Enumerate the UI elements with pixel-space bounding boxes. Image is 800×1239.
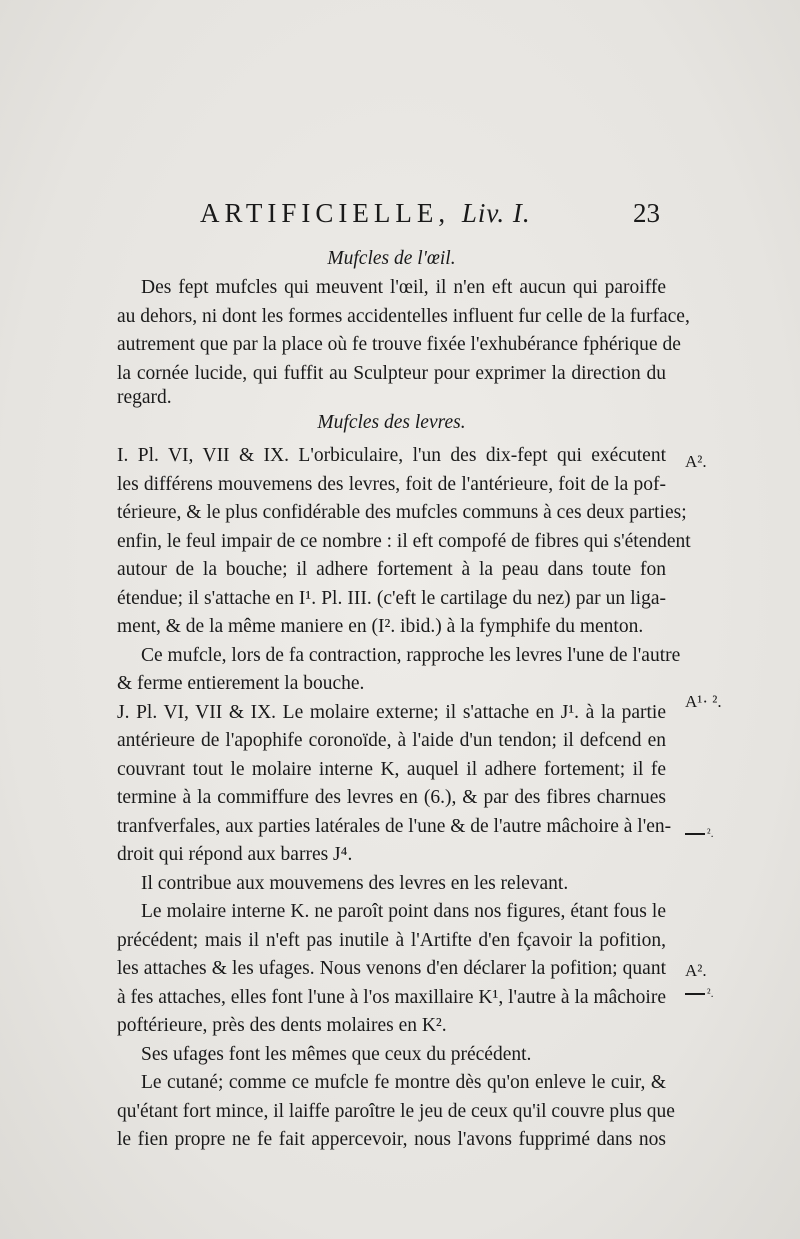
text-line: précédent; mais il n'eft pas inutile à l'Artifte d'en fçavoir la pofition, xyxy=(117,929,666,951)
margin-note-text: ². xyxy=(707,826,714,840)
paragraph-cutane xyxy=(117,1069,675,1155)
text-line: autour de la bouche; il adhere fortement à la peau dans toute fon xyxy=(117,559,666,580)
section-title-lips: Mufcles des levres. xyxy=(317,412,466,433)
text-line: au dehors, ni dont les formes accidentelles influent fur celle de la furface, xyxy=(117,305,690,327)
text-line: les attaches & les ufages. Nous venons d'en déclarer la pofition; quant xyxy=(117,958,666,979)
text-line: térieure, & le plus confidérable des mufcles communs à ces deux parties; xyxy=(117,502,687,523)
margin-note: A². xyxy=(685,961,707,980)
running-title-text: ARTIFICIELLE, xyxy=(200,198,451,228)
text-line: termine à la commiffure des levres en (6.), & par des fibres charnues xyxy=(117,787,666,808)
text-line: qu'étant fort mince, il laiffe paroître le jeu de ceux qu'il couvre plus que xyxy=(117,1100,675,1122)
text-line: Le cutané; comme ce mufcle fe montre dès qu'on enleve le cuir, & xyxy=(141,1072,666,1093)
margin-note-text: ². xyxy=(707,986,714,1000)
page-header xyxy=(200,198,660,238)
margin-note: A². xyxy=(685,452,707,471)
paragraph-contraction xyxy=(117,642,681,699)
text-line: enfin, le feul impair de ce nombre : il eft compofé de fibres qui s'étendent xyxy=(117,530,691,552)
margin-note xyxy=(685,826,714,841)
running-title xyxy=(200,198,531,229)
margin-note: A¹· ². xyxy=(685,692,722,711)
dash-mark xyxy=(685,993,705,995)
section-title-eye: Mufcles de l'œil. xyxy=(327,248,456,269)
book-number: Liv. I. xyxy=(461,198,531,228)
margin-note xyxy=(685,986,714,1001)
text-line: étendue; il s'attache en I¹. Pl. III. (c'eft le cartilage du nez) par un liga- xyxy=(117,587,666,609)
dash-mark xyxy=(685,833,705,835)
text-line: J. Pl. VI, VII & IX. Le molaire externe; il s'attache en J¹. à la partie xyxy=(117,701,666,723)
text-line: Le molaire interne K. ne paroît point dans nos figures, étant fous le xyxy=(141,901,666,922)
text-line: Ce mufcle, lors de fa contraction, rapproche les levres l'une de l'autre xyxy=(141,644,681,666)
paragraph-orbiculaire xyxy=(117,442,691,642)
body-text xyxy=(117,244,691,1155)
text-line: antérieure de l'apophife coronoïde, à l'aide d'un tendon; il defcend en xyxy=(117,730,666,751)
text-line: Ses ufages font les mêmes que ceux du précédent. xyxy=(141,1043,532,1065)
text-line: autrement que par la place où fe trouve fixée l'exhubérance fphérique de xyxy=(117,334,681,355)
text-line: tranfverfales, aux parties latérales de l'une & de l'autre mâchoire à l'en- xyxy=(117,815,672,837)
text-line: couvrant tout le molaire interne K, auquel il adhere fortement; il fe xyxy=(117,758,666,780)
paragraph-molaire-interne xyxy=(117,898,666,1041)
paragraph-contribue xyxy=(117,870,666,899)
text-line: ment, & de la même maniere en (I². ibid.) à la fymphife du menton. xyxy=(117,616,644,637)
text-line: regard. xyxy=(117,387,172,408)
paragraph-usages xyxy=(117,1041,666,1070)
text-line: à fes attaches, elles font l'une à l'os maxillaire K¹, l'autre à la mâchoire xyxy=(117,986,666,1008)
text-line: Il contribue aux mouvemens des levres en les relevant. xyxy=(141,872,569,894)
paragraph-eye xyxy=(117,274,690,408)
text-line: poftérieure, près des dents molaires en K². xyxy=(117,1015,447,1036)
paragraph-molaire-externe xyxy=(117,699,672,870)
text-line: droit qui répond aux barres J⁴. xyxy=(117,844,353,865)
text-line: les différens mouvemens des levres, foit de l'antérieure, foit de la pof- xyxy=(117,473,666,495)
page-number: 23 xyxy=(633,198,660,228)
text-line: le fien propre ne fe fait appercevoir, nous l'avons fupprimé dans nos xyxy=(117,1129,666,1150)
text-line: la cornée lucide, qui fuffit au Sculpteur pour exprimer la direction du xyxy=(117,362,666,384)
text-line: I. Pl. VI, VII & IX. L'orbiculaire, l'un des dix-fept qui exécutent xyxy=(117,445,666,466)
text-line: & ferme entierement la bouche. xyxy=(117,673,365,694)
text-line: Des fept mufcles qui meuvent l'œil, il n'en eft aucun qui paroiffe xyxy=(141,277,666,298)
